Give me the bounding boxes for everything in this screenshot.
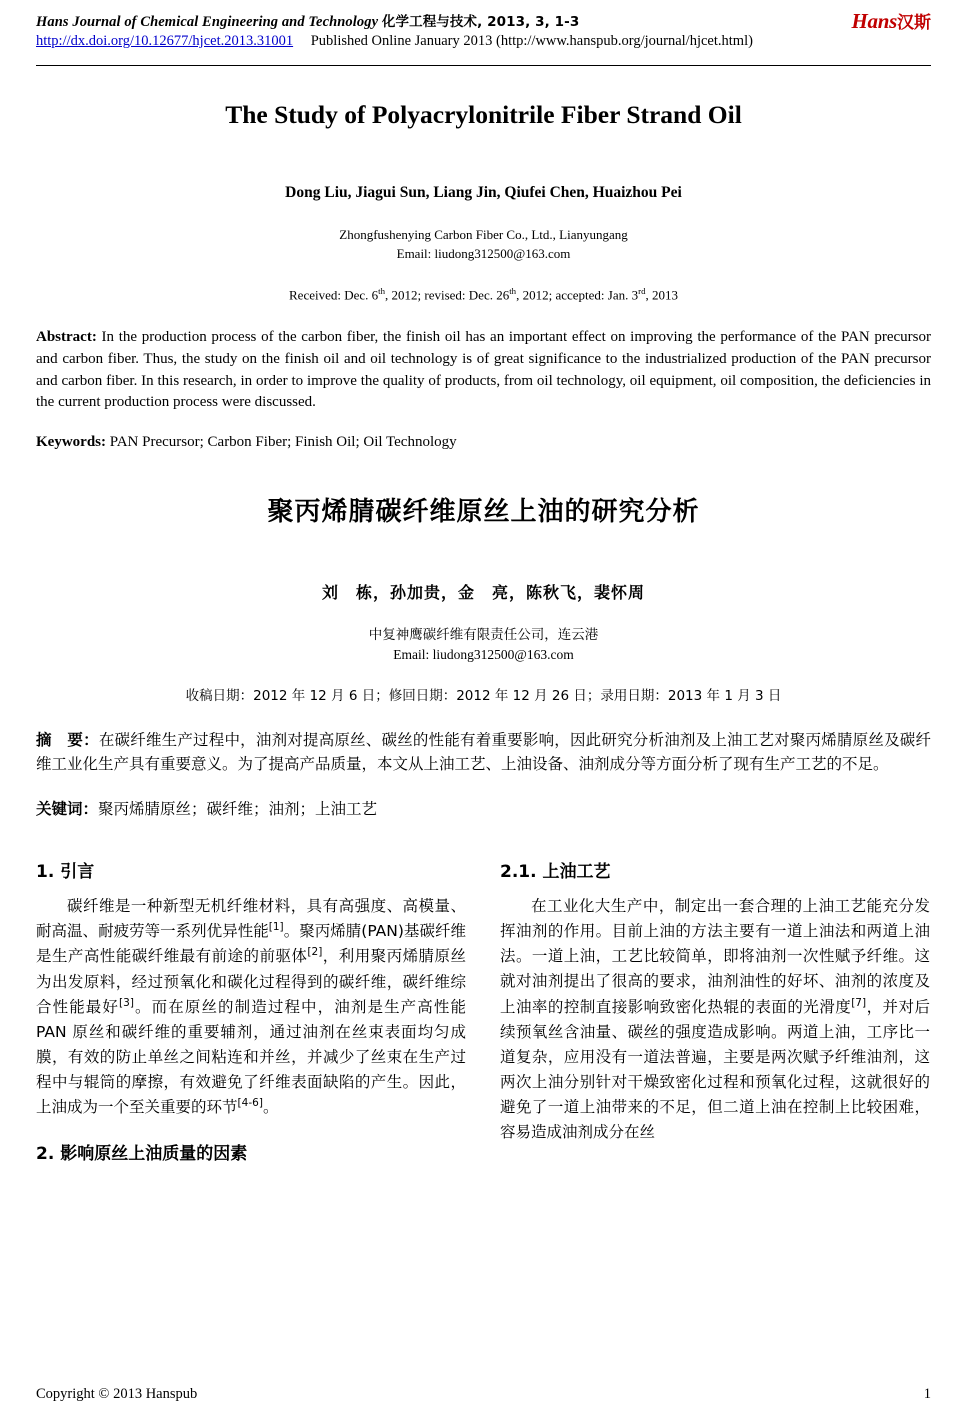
received-label: Received: Dec. 6: [289, 287, 379, 303]
paragraph-oil-process: [500, 894, 930, 1145]
section-heading-1: 1. 引言: [36, 862, 95, 883]
page-title-en: The Study of Polyacrylonitrile Fiber Strand Oil: [225, 100, 742, 129]
column-left: [36, 857, 466, 1176]
keywords-en: [36, 434, 931, 451]
journal-title-en: Hans Journal of Chemical Engineering and Technology: [36, 14, 379, 30]
accepted-label: , 2012; accepted: Jan. 3: [516, 287, 639, 303]
published-online-text: Published Online January 2013 (http://www.hanspub.org/journal/hjcet.html): [310, 33, 753, 49]
affiliation-cn-line: 中复神鹰碳纤维有限责任公司，连云港: [368, 627, 599, 644]
intro-text-c: ，利用聚丙烯腈原丝为出发原料，经过预氧化和碳化过程得到的碳纤维，碳纤维综合性能最好: [36, 947, 466, 1017]
copyright-text: Copyright © 2013 Hanspub: [36, 1386, 198, 1402]
hans-logo-cn: 汉斯: [897, 13, 931, 33]
intro-text-e: 。: [262, 1098, 279, 1117]
authors-cn: 刘 栋，孙加贵，金 亮，陈秋飞，裴怀周: [321, 583, 645, 603]
abstract-cn: [36, 728, 931, 778]
oil-process-text-b: ，并对后续预氧丝含油量、碳丝的强度造成影响。两道上油，工序比一道复杂，应用没有一道法普遍，主要是两次赋予纤维油剂，这两次上油分别针对干燥致密化过程和预氧化过程，这就很好的避免了一道上油带来的不足，但二道上油在控制上比较困难，容易造成油剂成分在丝: [500, 997, 930, 1142]
abstract-en: [36, 327, 931, 414]
section-heading-2-1: 2.1. 上油工艺: [500, 862, 611, 883]
keywords-cn: [36, 797, 931, 819]
column-right: [500, 857, 930, 1176]
abstract-text-en: In the production process of the carbon fiber, the finish oil has an important effect on improving the performance of the PAN precursor and carbon fiber. Thus, the study on the finish oil and oil technology is of great significance to the industrialized production of the PAN precursor and carbon fiber. In this research, in order to improve the quality of products, from oil technology, oil equipment, oil composition, the deficiencies in the current production process were discussed.: [36, 329, 931, 411]
page-title-cn: 聚丙烯腈碳纤维原丝上油的研究分析: [267, 497, 700, 528]
accepted-sup: rd: [638, 285, 646, 296]
keywords-label-en: Keywords:: [36, 434, 106, 451]
hans-logo-text: Hans: [851, 9, 897, 33]
hans-logo: [852, 8, 932, 34]
email-en: Email: liudong312500@163.com: [396, 245, 571, 261]
page-footer: [36, 1386, 931, 1403]
dates-cn: 收稿日期：2012 年 12 月 6 日；修回日期：2012 年 12 月 26 日；录用日期：2013 年 1 月 3 日: [185, 687, 782, 704]
intro-text-d: 。而在原丝的制造过程中，油剂是生产高性能 PAN 原丝和碳纤维的重要辅剂，通过油剂在丝束表面均匀成膜，有效的防止单丝之间粘连和并丝，并减少了丝束在生产过程中与辊筒的摩擦，有效避免了纤维表面缺陷的产生。因此，上油成为一个至关重要的环节: [36, 998, 466, 1117]
keywords-text-cn: 聚丙烯腈原丝；碳纤维；油剂；上油工艺: [98, 800, 378, 819]
accepted-year: , 2013: [645, 287, 678, 303]
section-heading-2: 2. 影响原丝上油质量的因素: [36, 1143, 248, 1164]
paragraph-intro: [36, 894, 466, 1121]
citation-3: [3]: [119, 996, 134, 1009]
abstract-label-en: Abstract:: [36, 329, 97, 346]
keywords-label-cn: 关键词：: [36, 800, 99, 819]
revised-sup: th: [509, 285, 517, 296]
oil-process-text-a: 在工业化大生产中，制定出一套合理的上油工艺能充分发挥油剂的作用。目前上油的方法主要有一道上油法和两道上油法。一道上油，工艺比较简单，即将油剂一次性赋予纤维。这就对油剂提出了很高的要求，油剂油性的好坏、油剂的浓度及上油率的控制直接影响致密化热辊的表面的光滑度: [500, 897, 930, 1016]
citation-7: [7]: [851, 996, 867, 1009]
citation-1: [1]: [268, 921, 284, 934]
intro-text-b: 。聚丙烯腈(PAN)基碳纤维是生产高性能碳纤维最有前途的前驱体: [36, 922, 466, 966]
body-columns: [36, 857, 931, 1176]
citation-2: [2]: [307, 946, 323, 959]
journal-title-line: [36, 10, 931, 31]
abstract-label-cn: 摘 要：: [36, 730, 99, 749]
abstract-text-cn: 在碳纤维生产过程中，油剂对提高原丝、碳丝的性能有着重要影响，因此研究分析油剂及上油工艺对聚丙烯腈原丝及碳纤维工业化生产具有重要意义。为了提高产品质量，本文从上油工艺、上油设备、油剂成分等方面分析了现有生产工艺的不足。: [36, 730, 931, 774]
masthead: [36, 10, 931, 62]
affiliation-cn: [36, 625, 931, 666]
keywords-text-en: PAN Precursor; Carbon Fiber; Finish Oil; Oil Technology: [106, 434, 457, 451]
dates-en: [36, 286, 931, 303]
doi-line: [36, 33, 931, 50]
journal-title-cn: 化学工程与技术, 2013, 3, 1-3: [381, 14, 580, 30]
citation-4-6: [4-6]: [237, 1097, 263, 1110]
doi-link[interactable]: http://dx.doi.org/10.12677/hjcet.2013.31001: [36, 33, 294, 49]
affiliation-en: [36, 226, 931, 264]
affiliation-en-line: Zhongfushenying Carbon Fiber Co., Ltd., Lianyungang: [339, 227, 628, 242]
revised-label: , 2012; revised: Dec. 26: [385, 287, 510, 303]
header-divider: [36, 65, 931, 66]
page-number: 1: [923, 1386, 931, 1402]
intro-text-a: 碳纤维是一种新型无机纤维材料，具有高强度、高模量、耐高温、耐疲劳等一系列优异性能: [36, 897, 466, 941]
received-sup: th: [378, 285, 386, 296]
authors-en: Dong Liu, Jiagui Sun, Liang Jin, Qiufei Chen, Huaizhou Pei: [285, 184, 682, 201]
email-cn: Email: liudong312500@163.com: [393, 647, 574, 663]
